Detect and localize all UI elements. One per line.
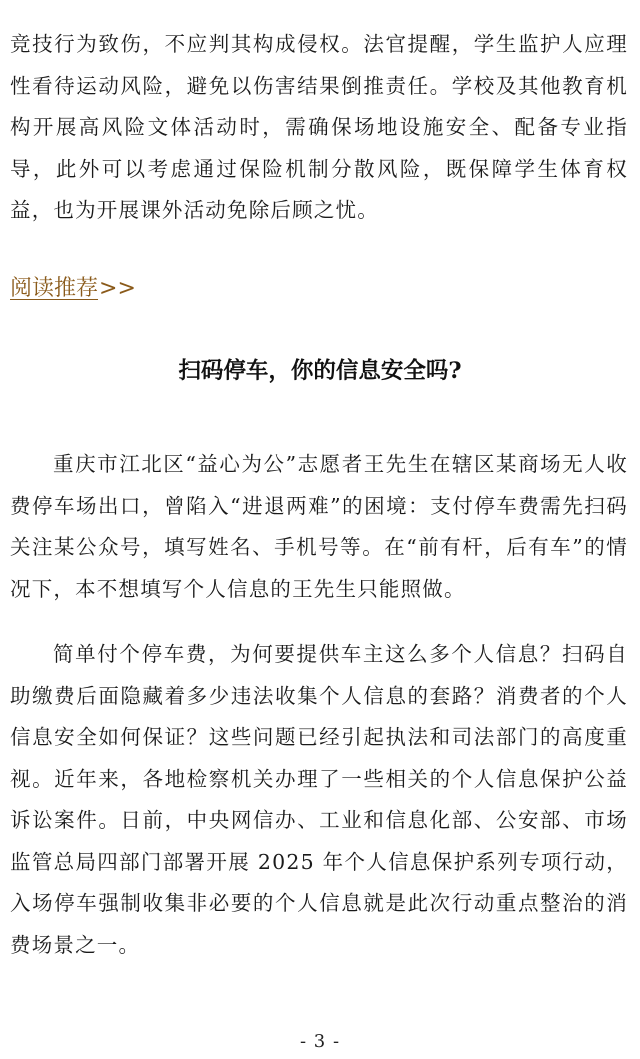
reading-recommendation-label: 阅读推荐 <box>10 276 99 301</box>
continued-paragraph: 竞技行为致伤，不应判其构成侵权。法官提醒，学生监护人应理性看待运动风险，避免以伤害结果倒推责任。学校及其他教育机构开展高风险文体活动时，需确保场地设施安全、配备专业指导，此外可以考虑通过保险机制分散风险，既保障学生体育权益，也为开展课外活动免除后顾之忧。 <box>10 32 628 222</box>
reading-recommendation-heading <box>10 274 136 304</box>
article-paragraph: 重庆市江北区“益心为公”志愿者王先生在辖区某商场无人收费停车场出口，曾陷入“进退两难”的困境：支付停车费需先扫码关注某公众号，填写姓名、手机号等。在“前有杆，后有车”的情况下，本不想填写个人信息的王先生只能照做。 <box>10 452 628 601</box>
page-number: - 3 - <box>299 1031 341 1052</box>
article-paragraph: 简单付个停车费，为何要提供车主这么多个人信息？扫码自助缴费后面隐藏着多少违法收集个人信息的套路？消费者的个人信息安全如何保证？这些问题已经引起执法和司法部门的高度重视。近年来，各地检察机关办理了一些相关的个人信息保护公益诉讼案件。日前，中央网信办、工业和信息化部、公安部、市场监管总局四部门部署开展 2025 年个人信息保护系列专项行动，入场停车强制收集非必要的个人信息就是此次行动重点整治的消费场景之一。 <box>10 642 628 957</box>
article-title: 扫码停车，你的信息安全吗? <box>178 358 462 384</box>
double-chevron-right-icon: >> <box>99 276 136 301</box>
